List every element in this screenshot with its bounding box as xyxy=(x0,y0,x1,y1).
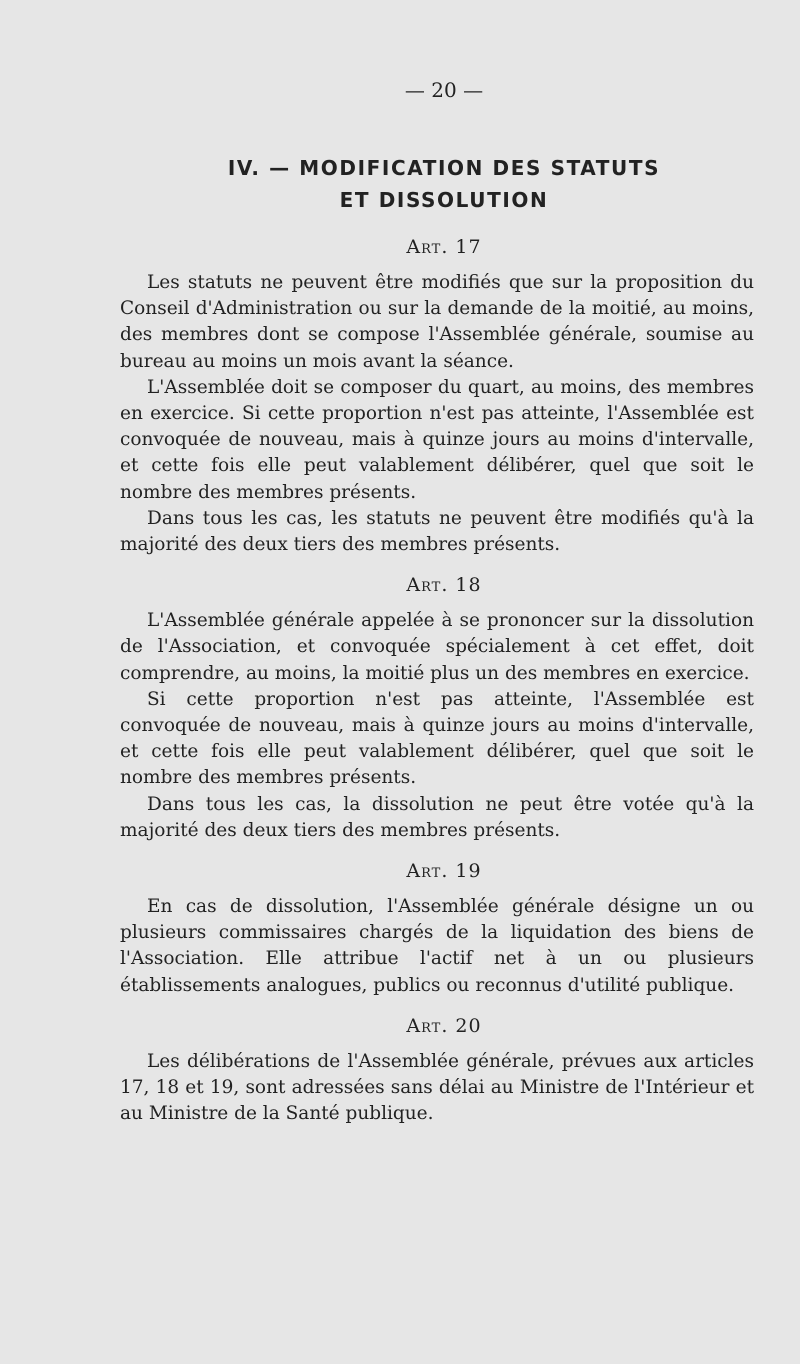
article-heading: Art. 17 xyxy=(406,236,482,258)
article-heading: Art. 20 xyxy=(406,1014,482,1037)
article-18 xyxy=(120,574,754,844)
chapter-title-line-2: ET DISSOLUTION xyxy=(339,188,549,212)
paragraph: Si cette proportion n'est pas atteinte, l'Assemblée est convoquée de nouveau, mais à quinze jours au moins d'intervalle, et cette fois elle peut valablement délibérer, quel que soit le nombre des membres présents. xyxy=(120,688,754,789)
page-number: — 20 — xyxy=(404,78,484,102)
chapter-title xyxy=(120,152,754,216)
chapter-title-line-1: IV. — MODIFICATION DES STATUTS xyxy=(227,156,661,180)
article-heading: Art. 18 xyxy=(406,574,482,597)
article-17 xyxy=(120,236,754,558)
article-20 xyxy=(120,1015,754,1128)
article-19 xyxy=(120,860,754,999)
paragraph: L'Assemblée générale appelée à se prononcer sur la dissolution de l'Association, et convoquée spécialement à cet effet, doit comprendre, au moins, la moitié plus un des membres en exercice. xyxy=(120,610,754,684)
paragraph: En cas de dissolution, l'Assemblée générale désigne un ou plusieurs commissaires chargés de la liquidation des biens de l'Association. Elle attribue l'actif net à un ou plusieurs établissements analogues, publics ou reconnus d'utilité publique. xyxy=(120,896,754,996)
article-heading: Art. 19 xyxy=(406,860,482,883)
paragraph: Dans tous les cas, la dissolution ne peut être votée qu'à la majorité des deux tiers des membres présents. xyxy=(120,793,754,841)
paragraph: Les délibérations de l'Assemblée générale, prévues aux articles 17, 18 et 19, sont adressées sans délai au Ministre de l'Intérieur et au Ministre de la Santé publique. xyxy=(120,1050,754,1125)
paragraph: L'Assemblée doit se composer du quart, au moins, des membres en exercice. Si cette proportion n'est pas atteinte, l'Assemblée est convoquée de nouveau, mais à quinze jours au moins d'intervalle, et cette fois elle peut valablement délibérer, quel que soit le nombre des membres présents. xyxy=(120,376,754,503)
paragraph: Dans tous les cas, les statuts ne peuvent être modifiés qu'à la majorité des deux tiers des membres présents. xyxy=(120,507,754,556)
paragraph: Les statuts ne peuvent être modifiés que sur la proposition du Conseil d'Administration ou sur la demande de la moitié, au moins, des membres dont se compose l'Assemblée générale, soumise au bureau au moins un mois avant la séance. xyxy=(120,272,754,372)
